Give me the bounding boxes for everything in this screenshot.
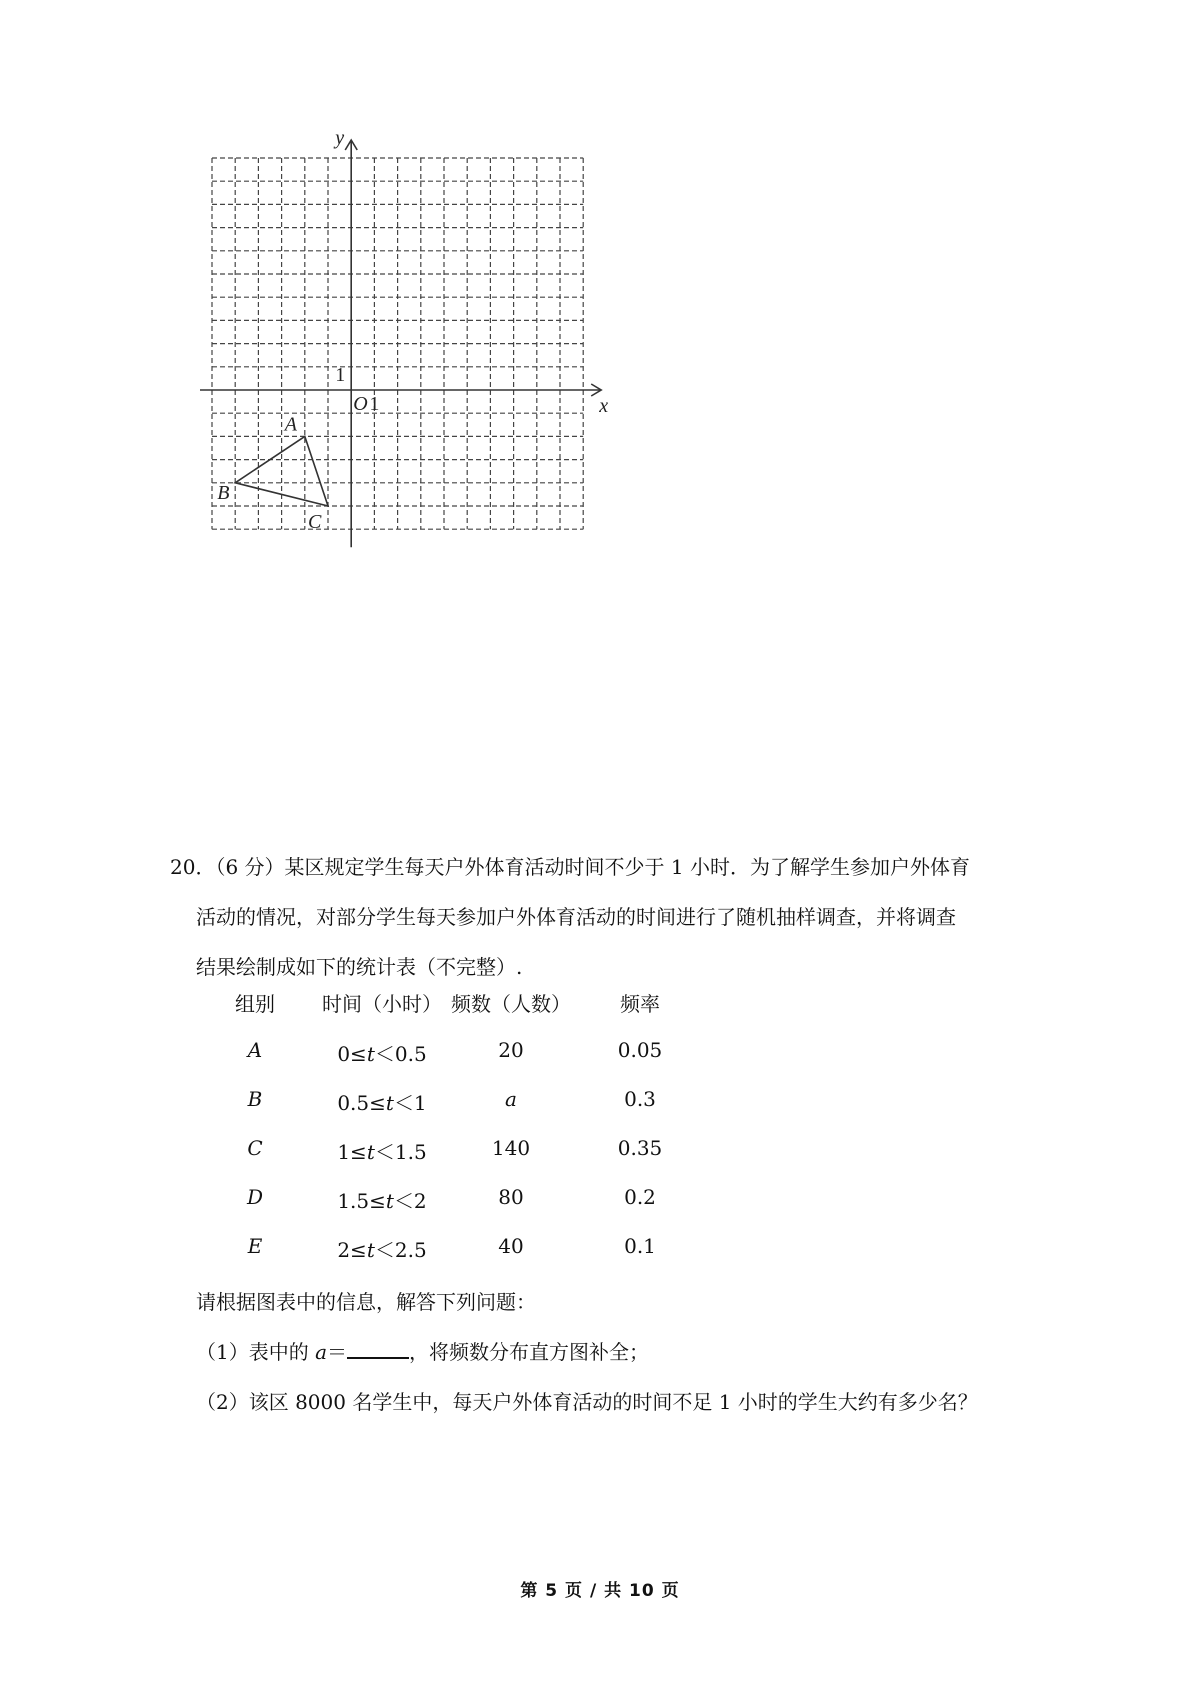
- table-cell-time: 1≤t＜1.5: [337, 1140, 427, 1164]
- table-header-cell: 频数（人数）: [451, 992, 571, 1016]
- table-cell-group: D: [246, 1185, 264, 1209]
- table-cell-count: 140: [491, 1136, 531, 1160]
- table-header-cell: 频率: [620, 992, 660, 1016]
- sub-question-1-variable: a: [315, 1340, 328, 1364]
- table-header-cell: 时间（小时）: [322, 992, 442, 1016]
- table-cell-group: A: [247, 1038, 263, 1062]
- sub-question-2: （2）该区 8000 名学生中，每天户外体育活动的时间不足 1 小时的学生大约有多少名？: [196, 1390, 978, 1414]
- table-cell-group: C: [247, 1136, 263, 1160]
- table-cell-time: 1.5≤t＜2: [337, 1189, 427, 1213]
- question-line-1: 20．（6 分）某区规定学生每天户外体育活动时间不少于 1 小时．为了解学生参加户外体育: [170, 855, 970, 879]
- table-cell-group: E: [247, 1234, 263, 1258]
- table-cell-time: 0.5≤t＜1: [337, 1091, 427, 1115]
- table-cell-time: 2≤t＜2.5: [337, 1238, 427, 1262]
- table-cell-frequency: 0.1: [624, 1234, 656, 1258]
- point-label-c: C: [308, 511, 322, 533]
- sub-question-1: [196, 1337, 649, 1367]
- question-line-2: 活动的情况，对部分学生每天参加户外体育活动的时间进行了随机抽样调查，并将调查: [196, 905, 956, 929]
- table-header-cell: 组别: [235, 992, 275, 1016]
- table-cell-count: 20: [498, 1038, 524, 1062]
- table-cell-time: 0≤t＜0.5: [337, 1042, 427, 1066]
- y-tick-label: 1: [335, 363, 346, 386]
- y-axis-label: y: [335, 130, 345, 149]
- coordinate-grid-figure: [200, 130, 670, 600]
- sub-question-1-equals: ＝: [327, 1340, 348, 1364]
- x-tick-label: 1: [369, 393, 380, 415]
- table-cell-frequency: 0.2: [624, 1185, 656, 1209]
- point-label-a: A: [284, 413, 298, 436]
- table-cell-count: a: [505, 1087, 517, 1111]
- table-cell-frequency: 0.05: [617, 1038, 663, 1062]
- origin-label: O: [353, 393, 368, 415]
- sub-question-1-prefix: （1）表中的: [196, 1340, 316, 1364]
- sub-question-1-suffix: ，将频数分布直方图补全；: [409, 1340, 650, 1364]
- figure-labels: [217, 130, 608, 533]
- answer-blank[interactable]: [347, 1339, 409, 1359]
- question-line-3: 结果绘制成如下的统计表（不完整）.: [196, 955, 523, 979]
- point-label-b: B: [217, 481, 230, 504]
- x-axis-label: x: [599, 395, 609, 417]
- page-footer: 第 5 页 / 共 10 页: [520, 1581, 680, 1601]
- dashed-grid: [212, 158, 583, 529]
- table-cell-group: B: [247, 1087, 263, 1111]
- table-cell-count: 80: [498, 1185, 524, 1209]
- table-cell-frequency: 0.3: [624, 1087, 656, 1111]
- table-cell-frequency: 0.35: [617, 1136, 663, 1160]
- table-cell-count: 40: [498, 1234, 524, 1258]
- instructions: 请根据图表中的信息，解答下列问题：: [196, 1290, 536, 1314]
